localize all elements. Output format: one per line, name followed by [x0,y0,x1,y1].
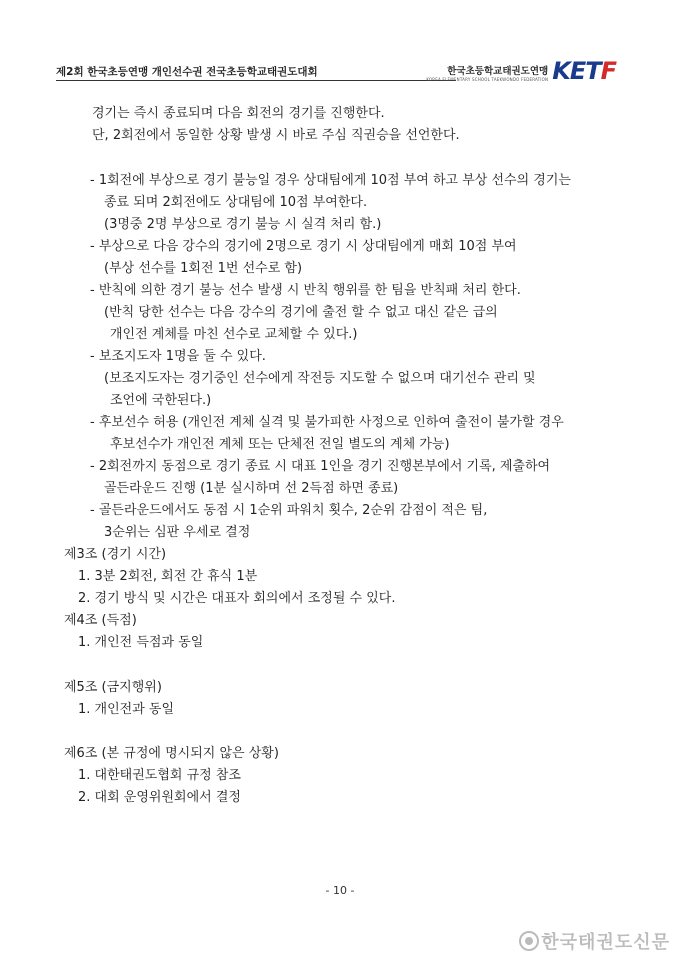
body-line: 후보선수가 개인전 계체 또는 단체전 전일 별도의 계체 가능) [110,437,450,452]
body-line: 단, 2회전에서 동일한 상황 발생 시 바로 주심 직권승을 선언한다. [92,128,460,143]
body-line: - 부상으로 다음 강수의 경기에 2명으로 경기 시 상대팀에게 매회 10점 부여 [90,239,517,254]
ketf-logo-mark [552,57,616,85]
logo-mark-red: F [600,57,616,85]
body-line: - 보조지도자 1명을 둘 수 있다. [90,349,266,364]
section-heading: 제3조 (경기 시간) [64,547,167,562]
newspaper-watermark [519,928,670,954]
body-line: - 후보선수 허용 (개인전 계체 실격 및 불가피한 사정으로 인하여 출전이 불가할 경우 [90,415,564,430]
section-heading: 제4조 (득점) [64,613,137,628]
body-line: 1. 개인전 득점과 동일 [78,635,204,650]
section-heading: 제6조 (본 규정에 명시되지 않은 상황) [64,746,279,761]
body-line: (반칙 당한 선수는 다음 강수의 경기에 출전 할 수 없고 대신 같은 급의 [104,305,498,320]
body-line: 조언에 국한된다.) [110,393,212,408]
body-line: (보조지도자는 경기중인 선수에게 작전등 지도할 수 없으며 대기선수 관리 및 [104,371,536,386]
logo-text [426,63,548,82]
body-line: 개인전 계체를 마친 선수로 교체할 수 있다.) [110,327,358,342]
section-heading: 제5조 (금지행위) [64,680,162,695]
body-line: 경기는 즉시 종료되며 다음 회전의 경기를 진행한다. [92,106,385,121]
body-line: 3순위는 심판 우세로 결정 [104,525,251,540]
logo-english-name: KOREA ELEMENTARY SCHOOL TAEKWONDO FEDERATION [426,77,549,82]
body-line: 2. 대회 운영위원회에서 결정 [78,790,241,805]
body-line: 2. 경기 방식 및 시간은 대표자 회의에서 조정될 수 있다. [78,591,396,606]
logo-mark-blue: KET [552,57,601,85]
header-title: 제2회 한국초등연맹 개인선수권 전국초등학교태권도대회 [56,66,318,78]
page-number: - 10 - [325,884,355,897]
body-line: 1. 개인전과 동일 [78,702,175,717]
body-line: - 골든라운드에서도 동점 시 1순위 파워치 횟수, 2순위 감점이 적은 팀, [90,503,488,518]
body-line: 1. 3분 2회전, 회전 간 휴식 1분 [78,569,258,584]
document-header [56,56,616,86]
body-line: (3명중 2명 부상으로 경기 불능 시 실격 처리 함.) [104,217,382,232]
body-line: - 반칙에 의한 경기 불능 선수 발생 시 반칙 행위를 한 팀을 반칙패 처리 한다. [90,283,521,298]
body-line: 1. 대한태권도협회 규정 참조 [78,768,241,783]
header-rule [56,80,456,81]
federation-logo [426,57,616,85]
body-line: 골든라운드 진행 (1분 실시하며 선 2득점 하면 종료) [104,481,399,496]
watermark-text: 한국태권도신문 [541,932,670,953]
logo-korean-name: 한국초등학교태권도연맹 [447,66,549,77]
body-line: - 2회전까지 동점으로 경기 종료 시 대표 1인을 경기 진행본부에서 기록, 제출하여 [90,459,551,474]
body-line: (부상 선수를 1회전 1번 선수로 함) [104,261,303,276]
body-line: 종료 되며 2회전에도 상대팀에 10점 부여한다. [104,195,368,210]
body-line: - 1회전에 부상으로 경기 불능일 경우 상대팀에게 10점 부여 하고 부상 선수의 경기는 [90,173,571,188]
watermark-icon [519,931,539,951]
